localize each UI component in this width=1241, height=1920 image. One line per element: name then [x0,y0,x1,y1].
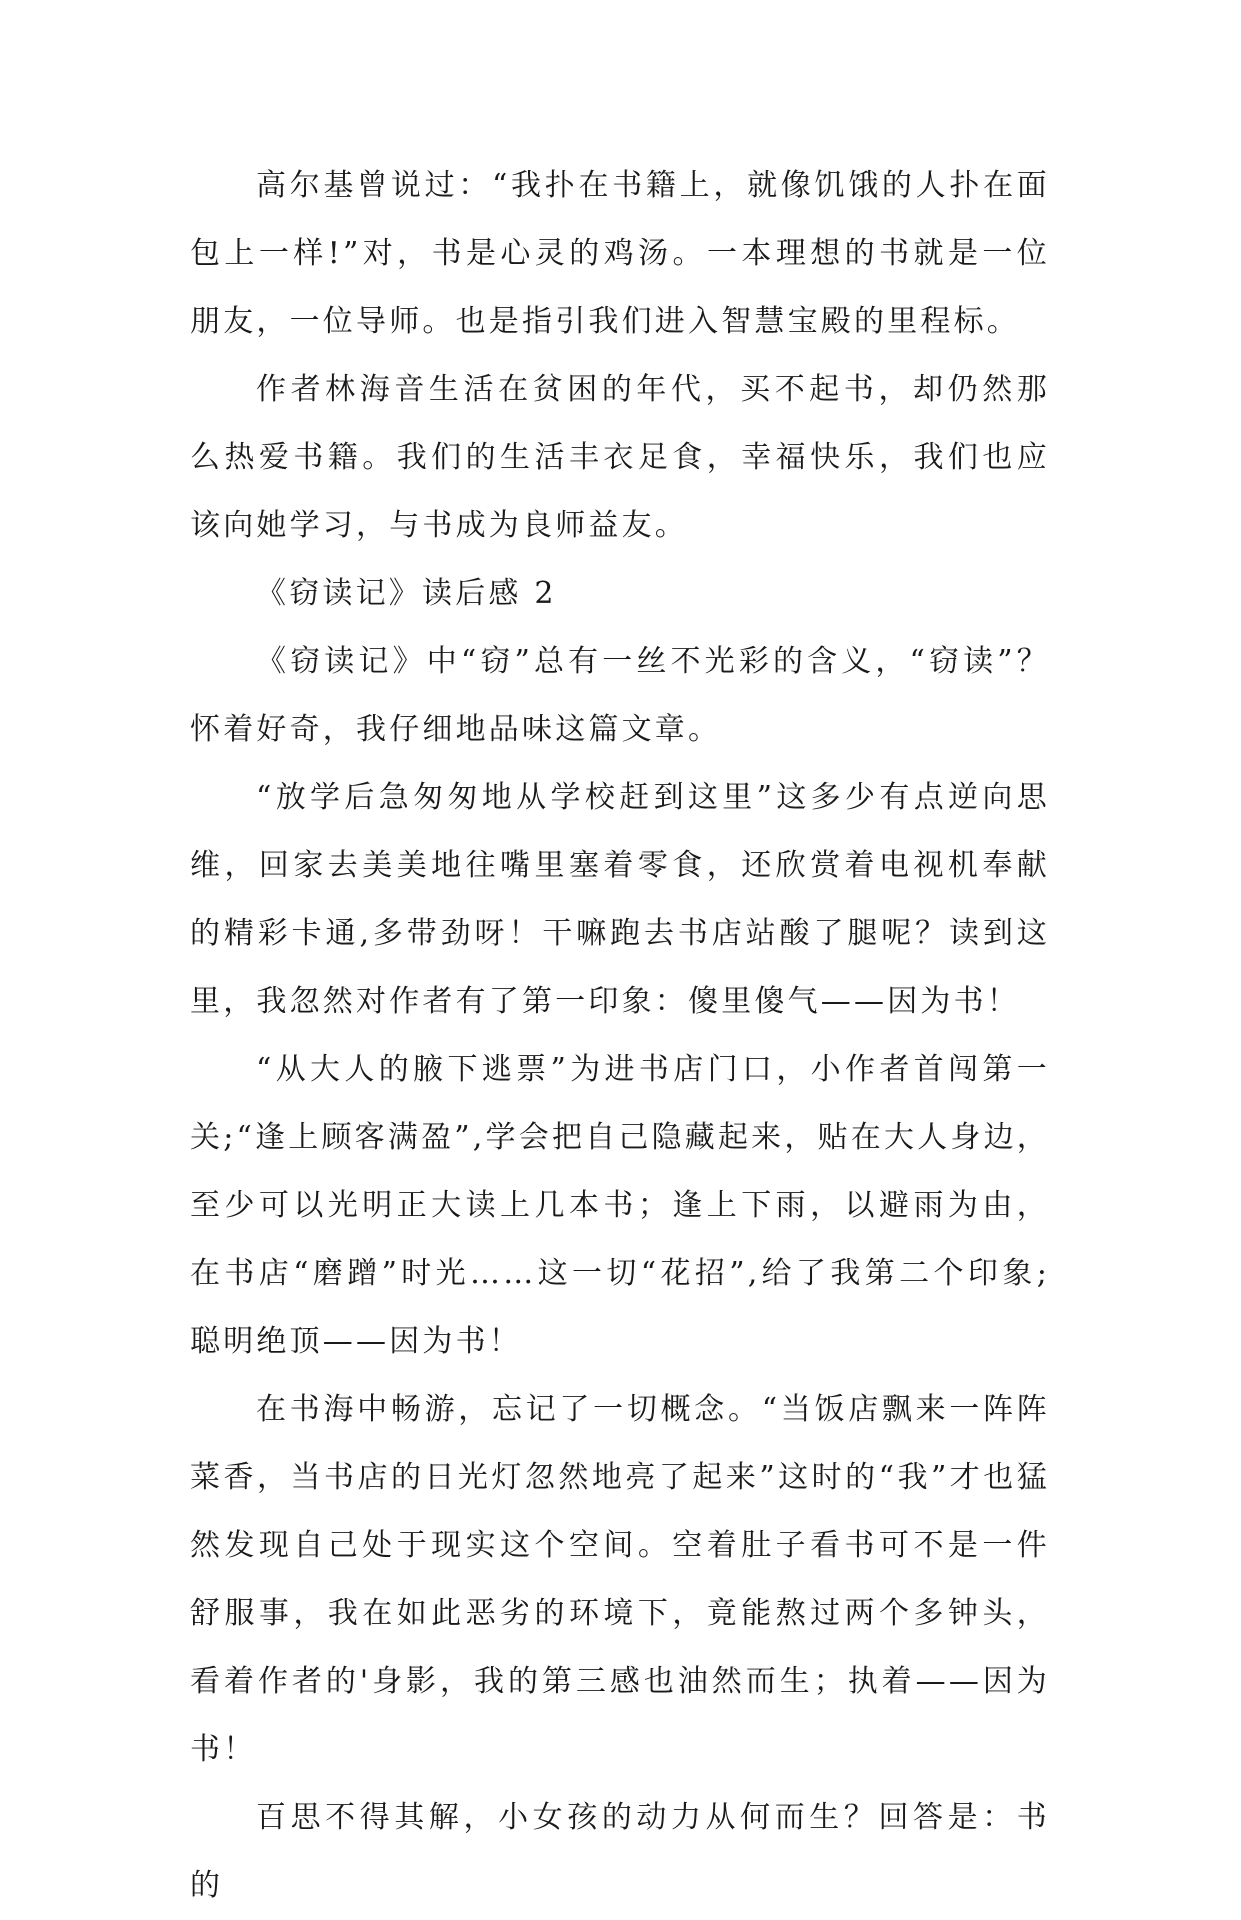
document-body [190,152,1050,1920]
paragraph-first-impression: “放学后急匆匆地从学校赶到这里”这多少有点逆向思维，回家去美美地往嘴里塞着零食，还欣赏着电视机奉献的精彩卡通,多带劲呀！干嘛跑去书店站酸了腿呢？读到这里，我忽然对作者有了第一印象：傻里傻气——因为书！ [190,780,1050,1019]
paragraph-title-meaning: 《窃读记》中“窃”总有一丝不光彩的含义，“窃读”？怀着好奇，我仔细地品味这篇文章。 [190,644,1050,747]
paragraph-third-impression: 在书海中畅游，忘记了一切概念。“当饭店飘来一阵阵菜香，当书店的日光灯忽然地亮了起来”这时的“我”才也猛然发现自己处于现实这个空间。空着肚子看书可不是一件舒服事，我在如此恶劣的环境下，竟能熬过两个多钟头，看着作者的'身影，我的第三感也油然而生；执着——因为书！ [190,1392,1050,1767]
section-heading: 《窃读记》读后感 2 [256,576,557,611]
paragraph-gorky-quote: 高尔基曾说过：“我扑在书籍上，就像饥饿的人扑在面包上一样!”对，书是心灵的鸡汤。一本理想的书就是一位朋友，一位导师。也是指引我们进入智慧宝殿的里程标。 [190,168,1050,339]
paragraph-second-impression: “从大人的腋下逃票”为进书店门口，小作者首闯第一关;“逢上顾客满盈”,学会把自己隐藏起来，贴在大人身边，至少可以光明正大读上几本书；逢上下雨，以避雨为由，在书店“磨蹭”时光……这一切“花招”,给了我第二个印象;聪明绝顶——因为书！ [190,1052,1050,1359]
paragraph-question: 百思不得其解，小女孩的动力从何而生？回答是：书的 [190,1800,1050,1903]
paragraph-author-life: 作者林海音生活在贫困的年代，买不起书，却仍然那么热爱书籍。我们的生活丰衣足食，幸福快乐，我们也应该向她学习，与书成为良师益友。 [190,372,1050,543]
